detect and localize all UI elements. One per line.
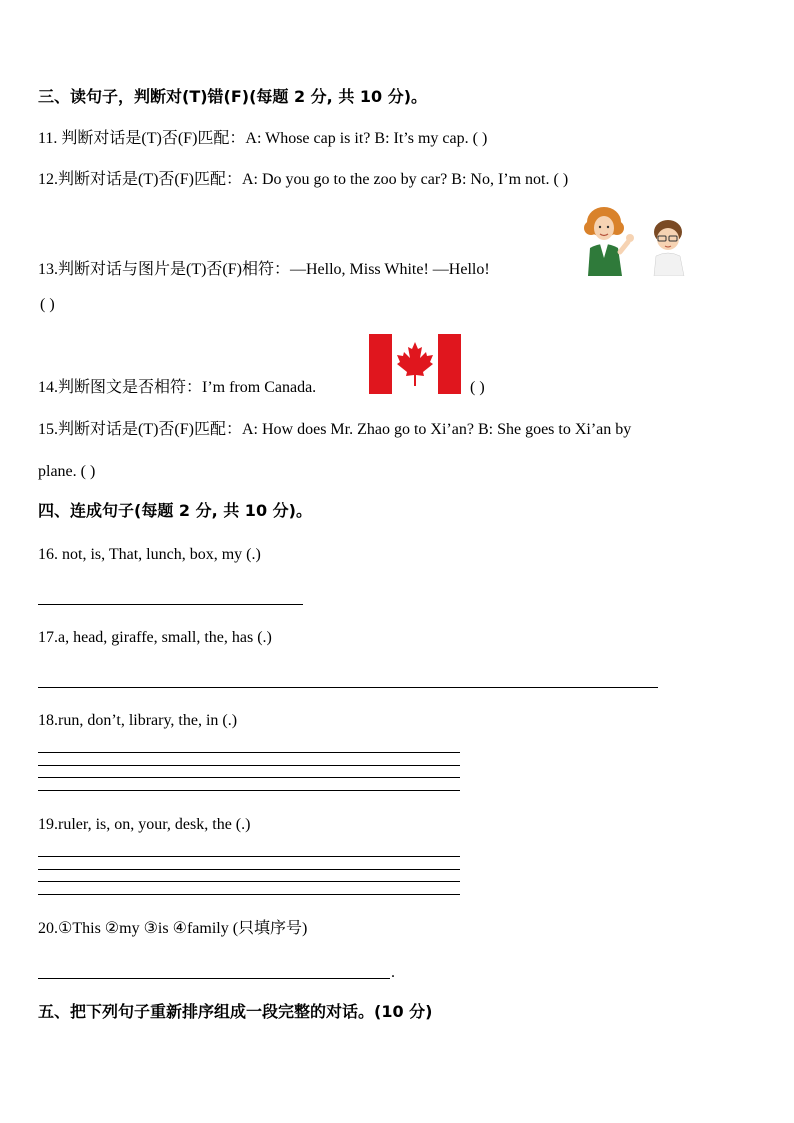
question-12: 12.判断对话是(T)否(F)匹配：A: Do you go to the zoo by car? B: No, I’m not. ( ) xyxy=(38,171,569,188)
question-18-writing-line[interactable] xyxy=(38,790,460,791)
question-19-writing-line[interactable] xyxy=(38,856,460,857)
teacher-and-student-illustration xyxy=(582,206,696,276)
question-17: 17.a, head, giraffe, small, the, has (.) xyxy=(38,629,272,646)
question-19-writing-line[interactable] xyxy=(38,894,460,895)
question-13: 13.判断对话与图片是(T)否(F)相符：—Hello, Miss White! —Hello! xyxy=(38,261,490,278)
question-19: 19.ruler, is, on, your, desk, the (.) xyxy=(38,816,251,833)
section3-heading: 三、读句子，判断对(T)错(F)(每题 2 分, 共 10 分)。 xyxy=(38,87,428,106)
question-15-line-1: 15.判断对话是(T)否(F)匹配：A: How does Mr. Zhao go to Xi’an? B: She goes to Xi’an by xyxy=(38,421,632,438)
question-18-writing-line[interactable] xyxy=(38,765,460,766)
canada-flag-icon xyxy=(369,334,461,394)
question-19-writing-line[interactable] xyxy=(38,869,460,870)
question-16-answer-line[interactable] xyxy=(38,604,303,605)
question-20-period: . xyxy=(391,964,395,981)
section5-heading: 五、把下列句子重新排序组成一段完整的对话。(10 分) xyxy=(38,1002,433,1021)
question-17-answer-line[interactable] xyxy=(38,687,658,688)
question-15-line-2: plane. ( ) xyxy=(38,463,96,480)
question-20-answer-line[interactable] xyxy=(38,978,390,979)
question-11: 11. 判断对话是(T)否(F)匹配：A: Whose cap is it? B: It’s my cap. ( ) xyxy=(38,130,488,147)
section4-heading: 四、连成句子(每题 2 分, 共 10 分)。 xyxy=(38,501,312,520)
question-18-writing-line[interactable] xyxy=(38,752,460,753)
question-14-answer-paren: ( ) xyxy=(470,379,485,396)
question-13-answer-paren: ( ) xyxy=(40,296,55,313)
question-18-writing-line[interactable] xyxy=(38,777,460,778)
question-20: 20.①This ②my ③is ④family (只填序号) xyxy=(38,920,308,937)
question-18: 18.run, don’t, library, the, in (.) xyxy=(38,712,238,729)
question-14: 14.判断图文是否相符：I’m from Canada. xyxy=(38,379,317,396)
question-16: 16. not, is, That, lunch, box, my (.) xyxy=(38,546,261,563)
question-19-writing-line[interactable] xyxy=(38,881,460,882)
